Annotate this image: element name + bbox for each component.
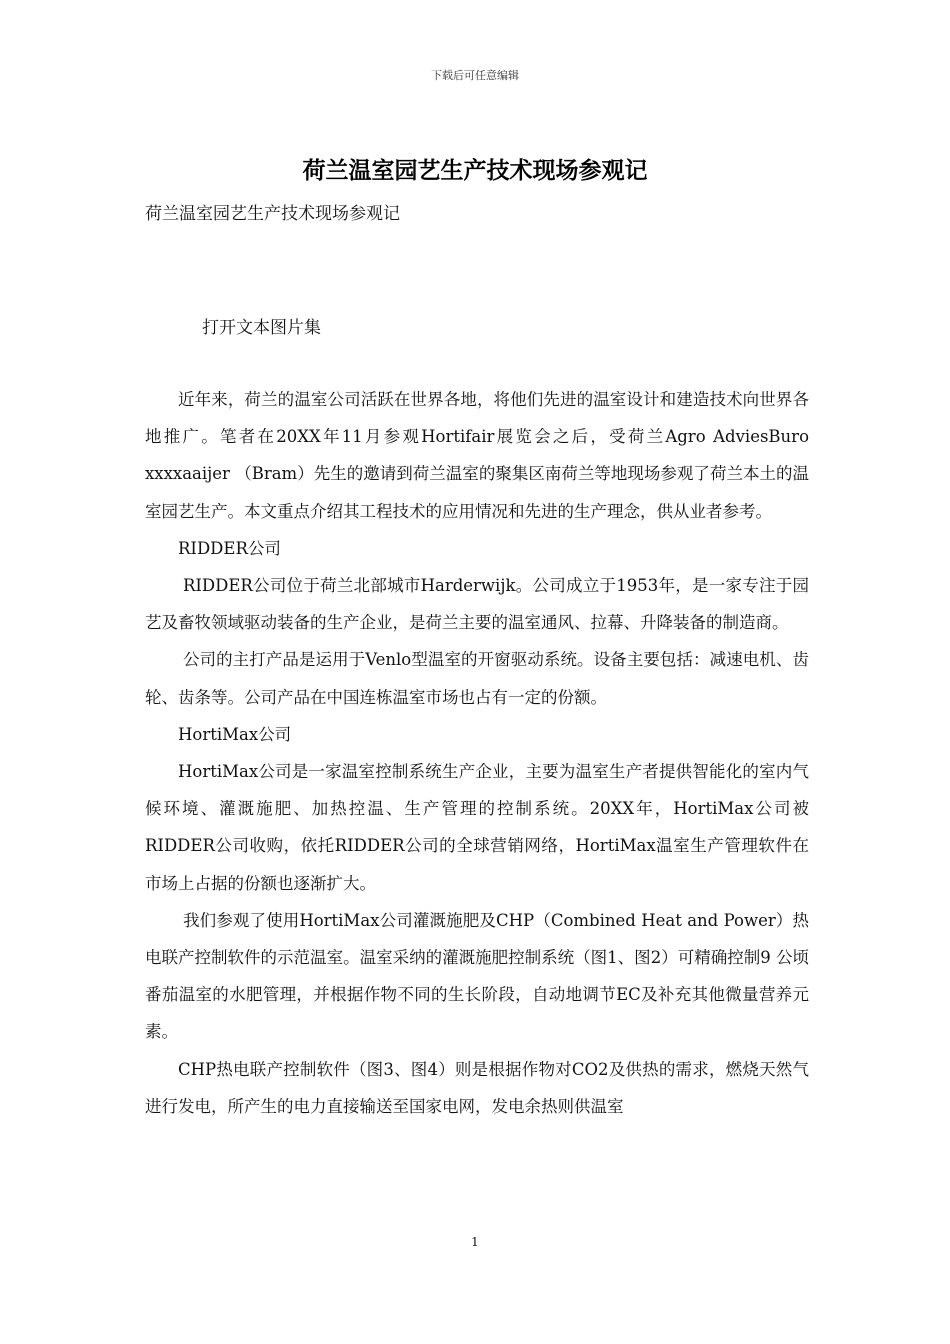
open-gallery-link[interactable]: 打开文本图片集 bbox=[202, 318, 321, 338]
paragraph-intro: 近年来，荷兰的温室公司活跃在世界各地，将他们先进的温室设计和建造技术向世界各地推广。笔者在20XX年11月参观Hortifair展览会之后，受荷兰Agro AdviesBuro xxxxaaijer （Bram）先生的邀请到荷兰温室的聚集区南荷兰等地现场参观了荷兰本土的温室园艺生产。本文重点介绍其工程技术的应用情况和先进的生产理念，供从业者参考。 bbox=[145, 390, 809, 521]
paragraph-ridder-about: RIDDER公司位于荷兰北部城市Harderwijk。公司成立于1953年，是一家专注于园艺及畜牧领域驱动装备的生产企业，是荷兰主要的温室通风、拉幕、升降装备的制造商。 bbox=[145, 576, 809, 633]
paragraph-demo-greenhouse: 我们参观了使用HortiMax公司灌溉施肥及CHP（Combined Heat and Power）热电联产控制软件的示范温室。温室采纳的灌溉施肥控制系统（图1、图2）可精确控制9 公顷番茄温室的水肥管理，并根据作物不同的生长阶段，自动地调节EC及补充其他微量营养元素。 bbox=[145, 910, 809, 1042]
section-heading-ridder: RIDDER公司 bbox=[178, 538, 281, 558]
document-body bbox=[145, 381, 809, 1125]
section-heading-hortimax: HortiMax公司 bbox=[178, 724, 292, 744]
paragraph-hortimax-about: HortiMax公司是一家温室控制系统生产企业，主要为温室生产者提供智能化的室内气候环境、灌溉施肥、加热控温、生产管理的控制系统。20XX年，HortiMax公司被RIDDER公司收购，依托RIDDER公司的全球营销网络，HortiMax温室生产管理软件在市场上占据的份额也逐渐扩大。 bbox=[145, 762, 809, 893]
paragraph-ridder-products: 公司的主打产品是运用于Venlo型温室的开窗驱动系统。设备主要包括：减速电机、齿轮、齿条等。公司产品在中国连栋温室市场也占有一定的份额。 bbox=[145, 650, 809, 707]
header-note: 下载后可任意编辑 bbox=[431, 69, 519, 82]
paragraph-chp: CHP热电联产控制软件（图3、图4）则是根据作物对CO2及供热的需求，燃烧天然气进行发电，所产生的电力直接输送至国家电网，发电余热则供温室 bbox=[145, 1059, 809, 1116]
document-subtitle: 荷兰温室园艺生产技术现场参观记 bbox=[145, 204, 400, 224]
page-number: 1 bbox=[471, 1235, 479, 1249]
document-title: 荷兰温室园艺生产技术现场参观记 bbox=[302, 158, 648, 184]
